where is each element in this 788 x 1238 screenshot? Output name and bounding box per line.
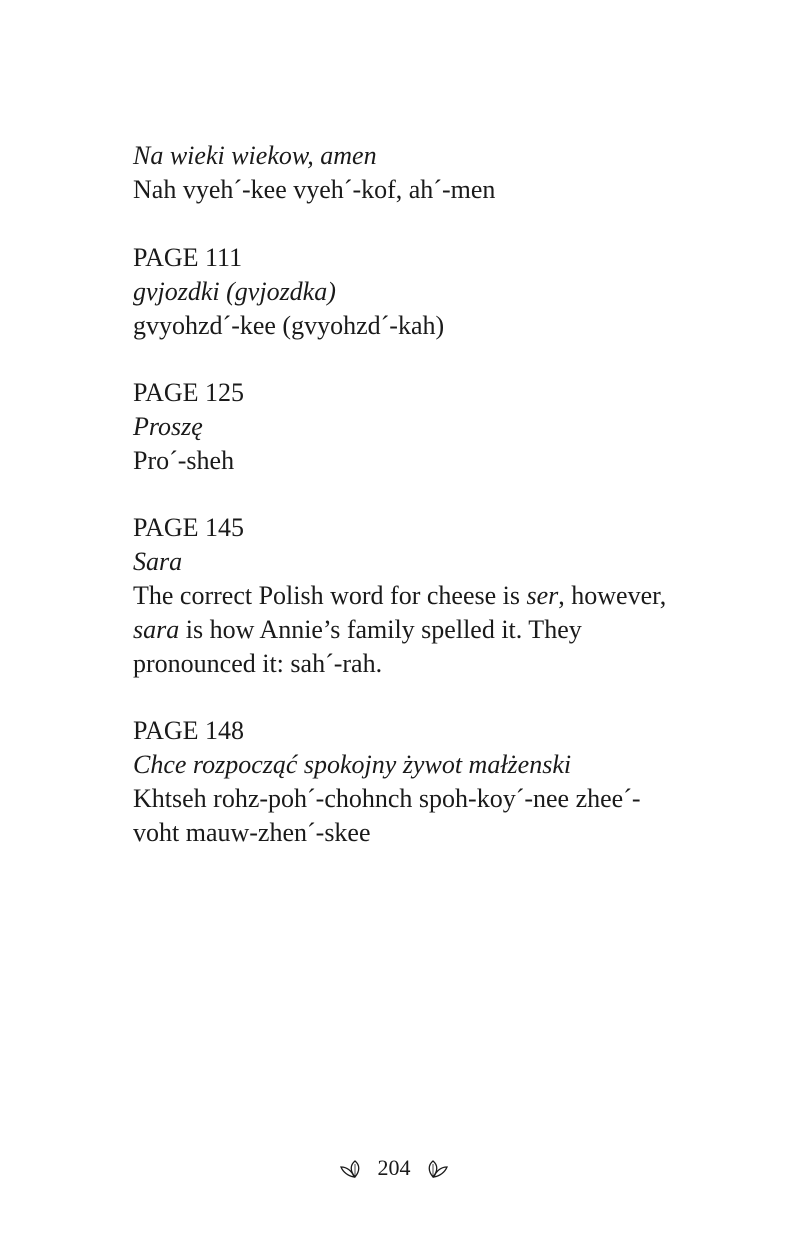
entry-block bbox=[133, 714, 713, 850]
entry-block bbox=[133, 241, 713, 343]
entry-term: Chce rozpocząć spokojny żywot małżenski bbox=[133, 750, 572, 779]
leaf-ornament-icon bbox=[340, 1158, 370, 1178]
page-number: 204 bbox=[377, 1154, 411, 1180]
note-text: , however, bbox=[558, 581, 667, 610]
entry-block bbox=[133, 139, 713, 207]
entry-note-line bbox=[133, 613, 713, 647]
page-footer bbox=[0, 1152, 788, 1182]
entry-block bbox=[133, 376, 713, 478]
entry-note-line bbox=[133, 579, 713, 613]
note-emphasis: ser bbox=[526, 581, 559, 610]
pronunciation-guide bbox=[133, 139, 713, 883]
entry-pronunciation: Nah vyeh´-kee vyeh´-kof, ah´-men bbox=[133, 175, 496, 204]
entry-pronunciation: gvyohzd´-kee (gvyohzd´-kah) bbox=[133, 311, 445, 340]
entry-term: gvjozdki (gvjozdka) bbox=[133, 277, 336, 306]
note-emphasis: sara bbox=[133, 615, 180, 644]
entry-term: Proszę bbox=[133, 412, 203, 441]
entry-term: Sara bbox=[133, 547, 183, 576]
entry-pronunciation: voht mauw-zhen´-skee bbox=[133, 818, 371, 847]
leaf-ornament-icon bbox=[418, 1158, 448, 1178]
entry-page-heading: PAGE 148 bbox=[133, 716, 245, 745]
entry-pronunciation: Khtseh rohz-poh´-chohnch spoh-koy´-nee zhee´- bbox=[133, 784, 641, 813]
entry-note-line: pronounced it: sah´-rah. bbox=[133, 649, 383, 678]
entry-page-heading: PAGE 145 bbox=[133, 513, 245, 542]
entry-page-heading: PAGE 125 bbox=[133, 378, 245, 407]
note-text: is how Annie’s family spelled it. They bbox=[179, 615, 582, 644]
entry-pronunciation: Pro´-sheh bbox=[133, 446, 235, 475]
entry-block bbox=[133, 511, 713, 681]
entry-page-heading: PAGE 111 bbox=[133, 243, 243, 272]
note-text: The correct Polish word for cheese is bbox=[133, 581, 527, 610]
entry-term: Na wieki wiekow, amen bbox=[133, 141, 377, 170]
